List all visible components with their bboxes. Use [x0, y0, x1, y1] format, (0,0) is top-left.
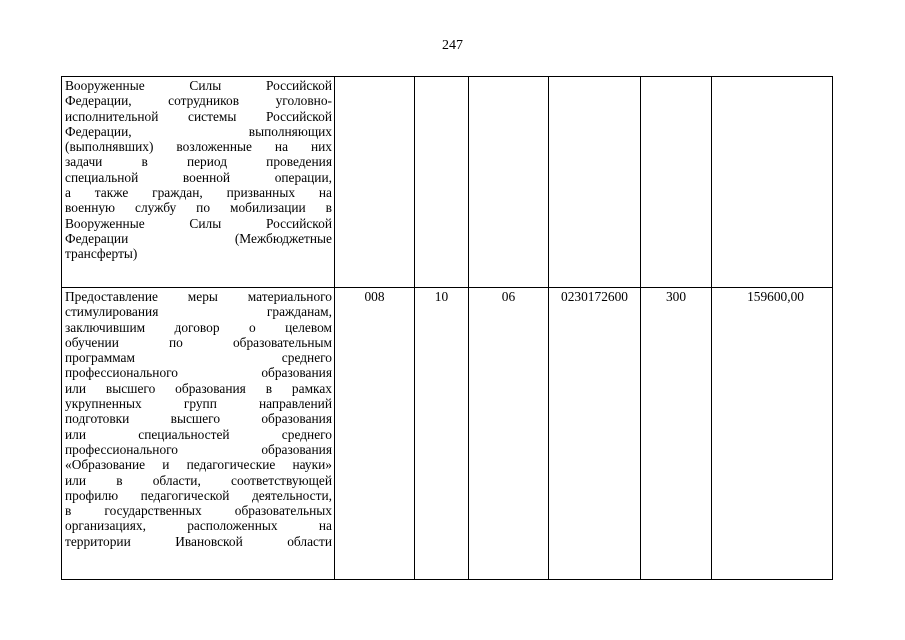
amount-cell — [712, 77, 833, 288]
section-code-cell — [415, 77, 469, 288]
target-article-cell — [549, 77, 641, 288]
ministry-code-cell: 008 — [335, 288, 415, 580]
row-description: Вооруженные Силы Российской Федерации, сотрудников уголовно- исполнительной системы Российской Федерации, выполняющих (выполнявших) возложенные на них задачи в период проведения специальной военной операции, а также граждан, призванных на военную службу по мобилизации в Вооруженные Силы Российской Федерации (Межбюджетные трансферты) — [62, 77, 335, 288]
row-description: Предоставление меры материального стимулирования гражданам, заключившим договор о целевом обучении по образовательным программам среднего профессионального образования или высшего образования в рамках укрупненных групп направлений подготовки высшего образования или специальностей среднего профессионального образования «Образование и педагогические науки» или в области, соответствующей профилю педагогической деятельности, в государственных образовательных организациях, расположенных на территории Ивановской области — [62, 288, 335, 580]
expense-type-cell: 300 — [641, 288, 712, 580]
table-row — [62, 77, 833, 288]
ministry-code-cell — [335, 77, 415, 288]
section-code-cell: 10 — [415, 288, 469, 580]
table-row — [62, 288, 833, 580]
subsection-code-cell: 06 — [469, 288, 549, 580]
budget-table — [61, 76, 833, 580]
subsection-code-cell — [469, 77, 549, 288]
amount-cell: 159600,00 — [712, 288, 833, 580]
expense-type-cell — [641, 77, 712, 288]
page-number: 247 — [442, 38, 463, 53]
target-article-cell: 0230172600 — [549, 288, 641, 580]
